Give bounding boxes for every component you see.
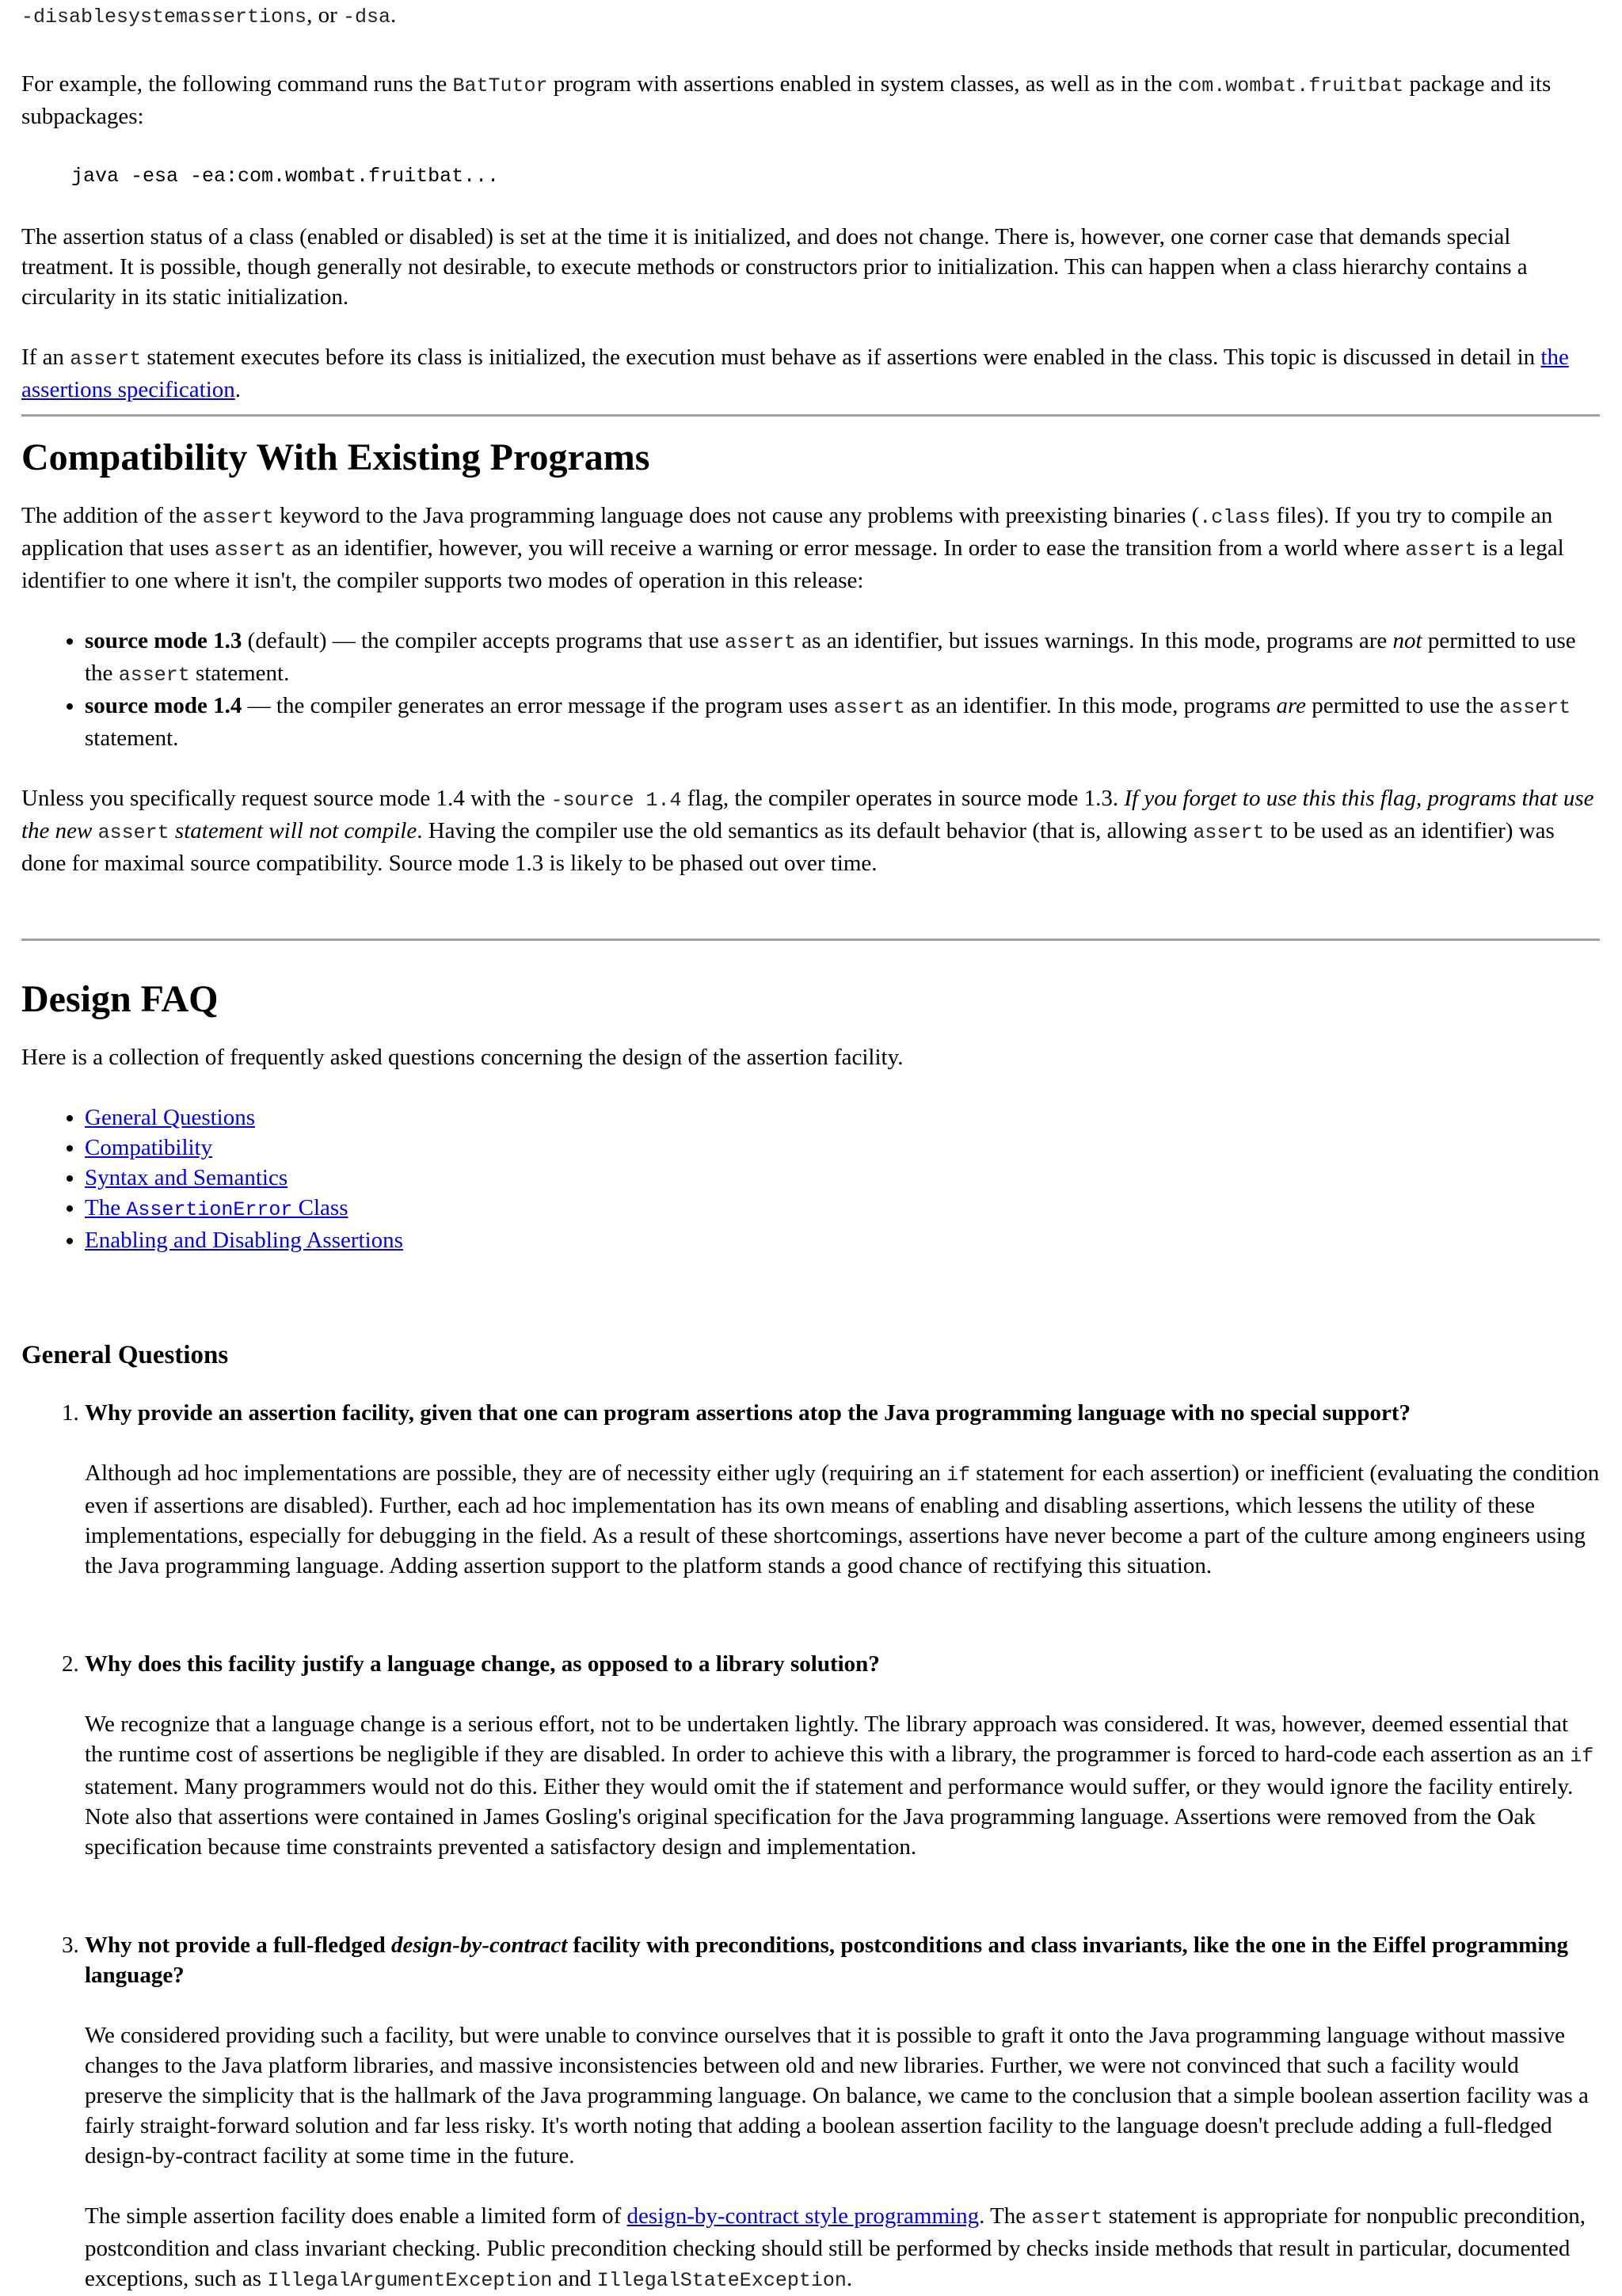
list-item: • source mode 1.3 (default) — the compiler accepts programs that use assert as an identifier, but issues warnings. In this mode, programs are not permitted to use the assert statement. [85, 626, 1600, 691]
list-item [85, 1163, 1600, 1193]
toc-link-general-questions[interactable]: General Questions [85, 1105, 256, 1130]
faq-answer-continued: The simple assertion facility does enable a limited form of design-by-contract style programming. The assert statement is appropriate for nonpublic precondition, postcondition and class invariant checking. Public precondition checking should still be performed by checks inside methods that result in particular, documented exceptions, such as IllegalArgumentException and IllegalStateException. [85, 2203, 1586, 2292]
toc-link-syntax-semantics[interactable]: Syntax and Semantics [85, 1165, 288, 1190]
toc-link-enabling-disabling[interactable]: Enabling and Disabling Assertions [85, 1228, 403, 1253]
list-item [85, 1133, 1600, 1163]
faq-item [85, 1930, 1600, 2296]
design-by-contract-link[interactable]: design-by-contract style programming [626, 2203, 980, 2229]
source-modes-list [21, 626, 1600, 753]
assertion-status-paragraph: The assertion status of a class (enabled or disabled) is set at the time it is initialized, and does not change. There is, however, one corner case that demands special treatment. It is possible, though generally not desirable, to execute methods or constructors prior to initialization. This can happen when a class hierarchy contains a circularity in its static initialization. [21, 224, 1528, 310]
code-dsa: -dsa [342, 6, 390, 29]
list-item: • source mode 1.4 — the compiler generates an error message if the program uses assert as an identifier. In this mode, programs are permitted to use the assert statement. [85, 691, 1600, 753]
faq-intro: Here is a collection of frequently asked questions concerning the design of the assertion facility. [21, 1045, 904, 1070]
general-questions-heading: General Questions [21, 1341, 229, 1369]
source-flag-paragraph: Unless you specifically request source mode 1.4 with the -source 1.4 flag, the compiler operates in source mode 1.3. If you forget to use this this flag, programs that use the new assert statement will not compile. Having the compiler use the old semantics as its default behavior (that is, allowing assert to be used as an identifier) was done for maximal source compatibility. Source mode 1.3 is likely to be phased out over time. [21, 786, 1594, 876]
toc-link-compatibility[interactable]: Compatibility [85, 1135, 213, 1160]
example-paragraph: For example, the following command runs the BatTutor program with assertions enabled in system classes, as well as in the com.wombat.fruitbat package and its subpackages: [21, 71, 1552, 129]
faq-answer: Although ad hoc implementations are possible, they are of necessity either ugly (requiring an if statement for each assertion) or inefficient (evaluating the condition even if assertions are disabled). Further, each ad hoc implementation has its own means of enabling and disabling assertions, which lessens the utility of these implementations, especially for debugging in the field. As a result of these shortcomings, assertions have never become a part of the culture among engineers using the Java programming language. Adding assertion support to the platform stands a good chance of rectifying this situation. [85, 1460, 1600, 1578]
faq-answer: We recognize that a language change is a serious effort, not to be undertaken lightly. The library approach was considered. It was, however, deemed essential that the runtime cost of assertions be negligible if they are disabled. In order to achieve this with a library, the programmer is forced to hard-code each assertion as an if statement. Many programmers would not do this. Either they would omit the if statement and performance would suffer, or they would ignore the facility entirely. Note also that assertions were contained in James Gosling's original specification for the Java programming language. Assertions were removed from the Oak specification because time constraints prevented a satisfactory design and implementation. [85, 1712, 1594, 1860]
assertions-specification-link[interactable]: the assertions specification [21, 345, 1569, 402]
faq-item [85, 1398, 1600, 1581]
faq-item [85, 1649, 1600, 1862]
compatibility-paragraph: The addition of the assert keyword to the Java programming language does not cause any problems with preexisting binaries (.class files). If you try to compile an application that uses assert as an identifier, however, you will receive a warning or error message. In order to ease the transition from a world where assert is a legal identifier to one where it isn't, the compiler supports two modes of operation in this release: [21, 503, 1564, 593]
assert-before-init-paragraph: If an assert statement executes before its class is initialized, the execution must behave as if assertions were enabled in the class. This topic is discussed in detail in the assertions specification. [21, 345, 1569, 402]
faq-answer: We considered providing such a facility, but were unable to convince ourselves that it is possible to graft it onto the Java programming language without massive changes to the Java platform libraries, and massive inconsistencies between old and new libraries. Further, we were not convinced that such a facility would preserve the simplicity that is the hallmark of the Java programming language. On balance, we came to the conclusion that a simple boolean assertion facility was a fairly straight-forward solution and far less risky. It's worth noting that adding a boolean assertion facility to the language doesn't preclude adding a full-fledged design-by-contract facility at some time in the future. [85, 2023, 1589, 2168]
faq-question: 2. Why does this facility justify a language change, as opposed to a library solution? [85, 1651, 880, 1677]
general-questions-list [21, 1398, 1600, 2296]
dsa-line: -disablesystemassertions, or -dsa. [21, 2, 397, 29]
toc-link-assertionerror-class[interactable]: The AssertionError Class [85, 1195, 348, 1221]
command-example: java -esa -ea:com.wombat.fruitbat... [71, 165, 500, 188]
design-faq-heading: Design FAQ [21, 978, 219, 1020]
list-item [85, 1193, 1600, 1225]
compatibility-heading: Compatibility With Existing Programs [21, 436, 650, 478]
divider [21, 939, 1600, 941]
list-item [85, 1102, 1600, 1133]
faq-question: 3. Why not provide a full-fledged design-by-contract facility with preconditions, postconditions and class invariants, like the one in the Eiffel programming language? [85, 1932, 1569, 1988]
faq-question: 1. Why provide an assertion facility, given that one can program assertions atop the Java programming language with no special support? [85, 1400, 1411, 1426]
code-disablesystemassertions: -disablesystemassertions [21, 6, 307, 29]
faq-toc [21, 1102, 1600, 1255]
divider [21, 414, 1600, 417]
list-item [85, 1225, 1600, 1255]
